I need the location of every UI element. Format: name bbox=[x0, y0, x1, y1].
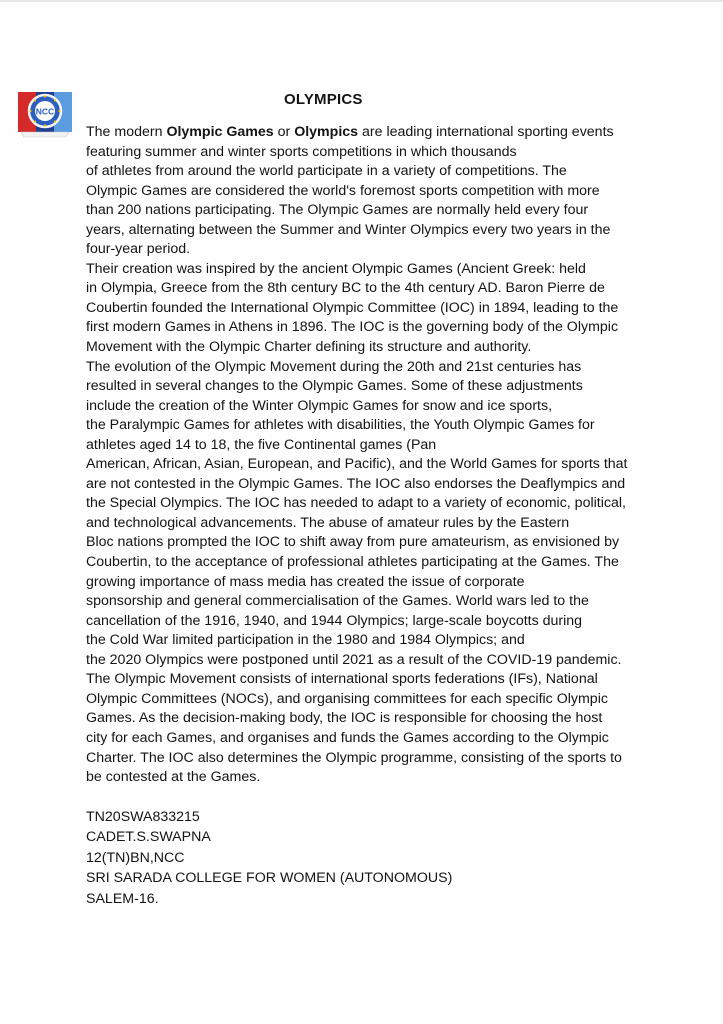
body-line bbox=[86, 143, 646, 163]
text-run: resulted in several changes to the Olympic Games. Some of these adjustments bbox=[86, 378, 583, 395]
text-run: The Olympic Movement consists of international sports federations (IFs), National bbox=[86, 671, 598, 688]
text-run: city for each Games, and organises and funds the Games according to the Olympic bbox=[86, 729, 609, 746]
text-run: first modern Games in Athens in 1896. The IOC is the governing body of the Olympic bbox=[86, 319, 619, 336]
body-line bbox=[86, 377, 646, 397]
signature-line: 12(TN)BN,NCC bbox=[86, 849, 185, 866]
text-run: are not contested in the Olympic Games. The IOC also endorses the Deaflympics and bbox=[86, 475, 626, 492]
body-line bbox=[86, 338, 646, 358]
text-run: than 200 nations participating. The Olympic Games are normally held every four bbox=[86, 202, 589, 219]
body-line bbox=[86, 592, 646, 612]
text-run: Games. As the decision-making body, the IOC is responsible for choosing the host bbox=[86, 710, 603, 727]
body-line bbox=[86, 670, 646, 690]
text-run: the Paralympic Games for athletes with disabilities, the Youth Olympic Games for bbox=[86, 417, 595, 434]
body-line bbox=[86, 221, 646, 241]
bold-term: Olympic Games bbox=[166, 124, 274, 140]
body-line bbox=[86, 690, 646, 710]
text-run: athletes aged 14 to 18, the five Continental games (Pan bbox=[86, 436, 437, 453]
text-run: years, alternating between the Summer and Winter Olympics every two years in the bbox=[86, 221, 611, 238]
signature-line: TN20SWA833215 bbox=[86, 809, 200, 825]
text-run: four-year period. bbox=[86, 241, 191, 258]
signature-line: SRI SARADA COLLEGE FOR WOMEN (AUTONOMOUS) bbox=[86, 870, 453, 887]
text-run: The modern bbox=[86, 124, 167, 140]
body-line bbox=[86, 651, 646, 671]
bold-term: Olympics bbox=[294, 124, 359, 140]
body-line bbox=[86, 358, 646, 378]
text-run: or bbox=[273, 124, 295, 140]
body-line bbox=[86, 240, 646, 260]
text-run: cancellation of the 1916, 1940, and 1944 Olympics; large-scale boycotts during bbox=[86, 612, 583, 629]
body-line bbox=[86, 768, 646, 788]
text-run: Movement with the Olympic Charter defining its structure and authority. bbox=[86, 339, 532, 356]
text-run: sponsorship and general commercialisation of the Games. World wars led to the bbox=[86, 593, 589, 610]
text-run: the 2020 Olympics were postponed until 2021 as a result of the COVID-19 pandemic. bbox=[86, 651, 622, 668]
body-line bbox=[86, 475, 646, 495]
body-line bbox=[86, 612, 646, 632]
body-line bbox=[86, 494, 646, 514]
svg-text:NCC: NCC bbox=[35, 106, 55, 117]
text-run: Charter. The IOC also determines the Olympic programme, consisting of the sports to bbox=[86, 749, 622, 766]
body-line bbox=[86, 416, 646, 436]
signature-block bbox=[86, 807, 452, 909]
text-run: Coubertin founded the International Olympic Committee (IOC) in 1894, leading to the bbox=[86, 299, 619, 316]
text-run: include the creation of the Winter Olympic Games for snow and ice sports, bbox=[86, 397, 553, 414]
text-run: Their creation was inspired by the ancient Olympic Games (Ancient Greek: held bbox=[86, 260, 586, 277]
body-line bbox=[86, 182, 646, 202]
body-line bbox=[86, 709, 646, 729]
body-line bbox=[86, 279, 646, 299]
body-line bbox=[86, 123, 646, 143]
body-line bbox=[86, 436, 646, 456]
signature-line: CADET.S.SWAPNA bbox=[86, 829, 211, 846]
text-run: The evolution of the Olympic Movement during the 20th and 21st centuries has bbox=[86, 358, 582, 375]
text-run: American, African, Asian, European, and Pacific), and the World Games for sports that bbox=[86, 456, 628, 473]
text-run: Olympic Committees (NOCs), and organising committees for each specific Olympic bbox=[86, 690, 608, 707]
text-run: Olympic Games are considered the world's foremost sports competition with more bbox=[86, 182, 600, 199]
body-line bbox=[86, 201, 646, 221]
text-run: the Cold War limited participation in the 1980 and 1984 Olympics; and bbox=[86, 632, 525, 649]
body-line bbox=[86, 749, 646, 769]
body-line bbox=[86, 162, 646, 182]
body-line bbox=[86, 299, 646, 319]
text-run: featuring summer and winter sports competitions in which thousands bbox=[86, 143, 517, 160]
body-line bbox=[86, 514, 646, 534]
body-line bbox=[86, 553, 646, 573]
body-line bbox=[86, 729, 646, 749]
text-run: and technological advancements. The abuse of amateur rules by the Eastern bbox=[86, 514, 570, 531]
text-run: are leading international sporting events bbox=[358, 124, 614, 140]
article-body bbox=[86, 123, 646, 788]
body-line bbox=[86, 631, 646, 651]
body-line bbox=[86, 318, 646, 338]
text-run: growing importance of mass media has created the issue of corporate bbox=[86, 573, 525, 590]
text-run: the Special Olympics. The IOC has needed to adapt to a variety of economic, political, bbox=[86, 495, 626, 512]
text-run: Coubertin, to the acceptance of professional athletes participating at the Games. The bbox=[86, 554, 619, 571]
text-run: in Olympia, Greece from the 8th century BC to the 4th century AD. Baron Pierre de bbox=[86, 280, 605, 297]
body-line bbox=[86, 455, 646, 475]
body-line bbox=[86, 397, 646, 417]
body-line bbox=[86, 260, 646, 280]
body-line bbox=[86, 533, 646, 553]
signature-line: SALEM-16. bbox=[86, 890, 159, 907]
text-run: be contested at the Games. bbox=[86, 769, 261, 786]
body-line bbox=[86, 573, 646, 593]
ncc-logo bbox=[17, 90, 73, 140]
text-run: Bloc nations prompted the IOC to shift away from pure amateurism, as envisioned by bbox=[86, 534, 620, 551]
text-run: of athletes from around the world participate in a variety of competitions. The bbox=[86, 163, 567, 180]
document-title: OLYMPICS bbox=[284, 91, 363, 108]
